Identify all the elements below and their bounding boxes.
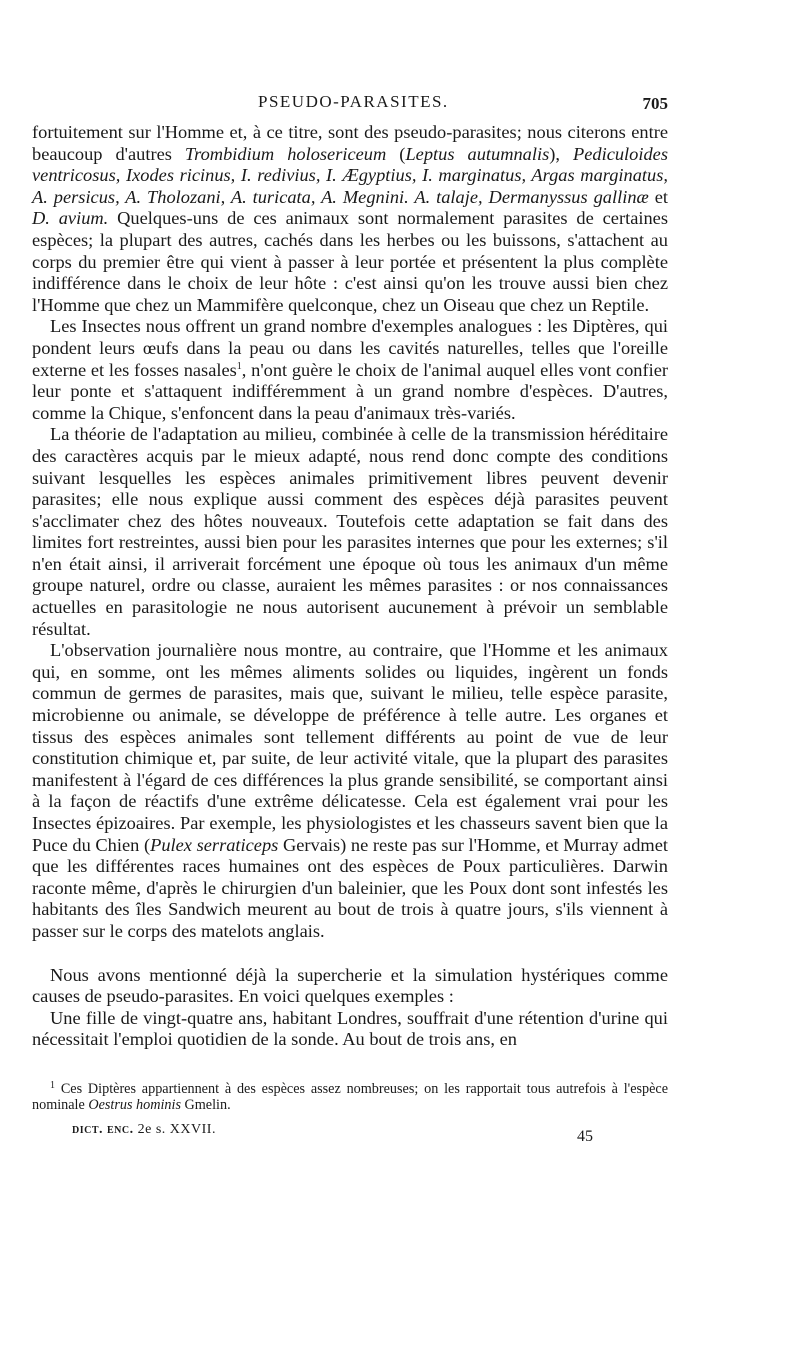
signature-abbrev: dict. enc. [72,1121,134,1137]
signature-series: 2e s. XXVII. [137,1121,216,1137]
text-run: et [648,186,668,207]
paragraph [32,122,668,316]
text-run: Gervais) ne reste pas sur l'Homme, et Murray admet que les différentes races humaines ont des espèces de Poux particulières. Darwin raconte même, d'après le chirurgien d'un baleinier, que les Poux dont sont infestés les habitants des îles Sandwich meurent au bout de trois à quatre jours, s'ils viennent à passer sur le corps des matelots anglais. [32,834,668,941]
page-number: 705 [642,94,668,113]
text-run: Gmelin. [180,1097,231,1114]
paragraph [32,1008,668,1051]
text-run: Nous avons mentionné déjà la supercherie et la simulation hystériques comme causes de pseudo-parasites. En voici quelques exemples : [32,964,668,1007]
footnote-mark: 1 [50,1079,55,1091]
text-run: Quelques-uns de ces animaux sont normalement parasites de certaines espèces; la plupart des autres, cachés dans les herbes ou les buissons, s'attachent au corps du premier être qui vient à passer à leur portée et présentent la plus complète indifférence dans le choix de leur hôte : c'est ainsi qu'on les trouve aussi bien chez l'Homme que chez un Mammifère quelconque, chez un Oiseau que chez un Reptile. [32,208,668,315]
italic-text: Trombidium holosericeum [184,143,387,164]
footnote-text [32,1081,668,1114]
text-run: ), [549,143,573,164]
text-run: Une fille de vingt-quatre ans, habitant Londres, souffrait d'une rétention d'urine qui nécessitait l'emploi quotidien de la sonde. Au bout de trois ans, en [32,1007,668,1050]
text-run: La théorie de l'adaptation au milieu, combinée à celle de la transmission héréditaire des caractères acquis par le mieux adapté, nous rend donc compte des conditions suivant lesquelles les espèces animales primitivement libres peuvent devenir parasites; elle nous explique aussi comment des espèces déjà parasites peuvent s'acclimater chez des hôtes nouveaux. Toutefois cette adaptation se fait dans des limites fort restreintes, aussi bien pour les parasites internes que pour les externes; s'il n'en était ainsi, il arriverait forcément une époque où tous les animaux d'un même groupe naturel, ordre ou classe, auraient les mêmes parasites : or nos connaissances actuelles en parasitologie ne nous autorisent aucunement à prévoir un semblable résultat. [32,424,668,639]
italic-text: Leptus autumnalis [405,143,550,164]
paragraph [32,424,668,640]
paragraph [32,965,668,1008]
text-run: ( [386,143,406,164]
text-run: L'observation journalière nous montre, au contraire, que l'Homme et les animaux qui, en somme, ont les mêmes aliments solides ou liquides, ingèrent un fonds commun de germes de parasites, mais que, suivant le milieu, telle espèce parasite, microbienne ou animale, se développe de préférence à telle autre. Les organes et tissus des espèces animales sont tellement différents au point de vue de leur constitution chimique et, par suite, de leur activité vitale, que la plupart des parasites manifestent à l'égard de ces différences la plus grande sensibilité, se comportant ainsi à la façon de réactifs d'une extrême délicatesse. Cela est également vrai pour les Insectes épizoaires. Par exemple, les physiologistes et les chasseurs savent bien que la Puce du Chien ( [32,640,668,855]
paragraph [32,316,668,424]
page [32,92,668,1156]
page-footer [32,1122,668,1156]
paragraph [32,640,668,942]
italic-text: Pediculoides ventricosus, Ixodes ricinus, I. redivius, I. Ægyptius, I. marginatus, Argas marginatus, A. persicus, A. Tholozani, A. turicata, A. Megnini. A. talaje, Dermanyssus gallinæ [32,143,668,207]
text-run: Ces Diptères appartiennent à des espèces assez nombreuses; on les rapportait tous autrefois à l'espèce nominale [32,1080,669,1114]
text-run: , n'ont guère le choix de l'animal auquel elles vont confier leur ponte et s'attaquent indifféremment à un grand nombre d'espèces. D'autres, comme la Chique, s'enfoncent dans la peau d'animaux très-variés. [32,359,668,423]
text-run: Les Insectes nous offrent un grand nombre d'exemples analogues : les Diptères, qui pondent leurs œufs dans la peau ou dans les cavités naturelles, telles que l'oreille externe et les fosses nasales [32,316,668,380]
running-head [32,92,668,122]
text-run: fortuitement sur l'Homme et, à ce titre, sont des pseudo-parasites; nous citerons entre beaucoup d'autres [32,122,668,164]
italic-text: Pulex serraticeps [150,834,279,855]
footnote [32,1081,668,1114]
italic-text: D. avium. [32,208,109,229]
sheet-number: 45 [577,1127,593,1145]
footnote-reference: 1 [236,360,242,372]
running-title: PSEUDO-PARASITES. [258,92,449,111]
italic-text: Oestrus hominis [88,1097,181,1114]
printer-signature [72,1122,216,1138]
body-text [32,122,668,1051]
